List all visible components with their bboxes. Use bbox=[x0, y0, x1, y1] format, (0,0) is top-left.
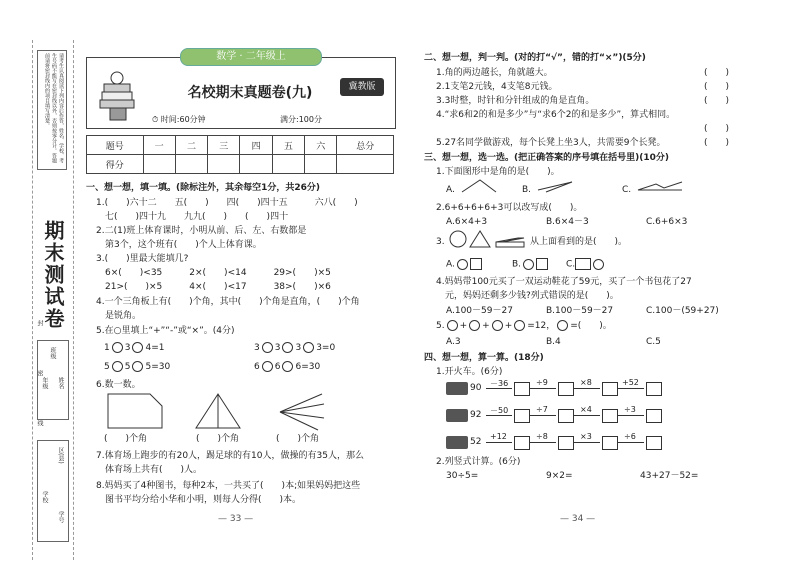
question-5: 5.在○里填上“+”“-”或“×”。(4分) bbox=[96, 326, 235, 336]
answer-paren[interactable]: ( ) bbox=[704, 124, 730, 134]
train-op: +52 bbox=[622, 378, 639, 387]
choice-option[interactable]: A.3 bbox=[446, 337, 461, 347]
train-op: ÷6 bbox=[624, 432, 636, 441]
operator-blank[interactable] bbox=[132, 342, 143, 353]
choice-option[interactable]: B.6×4－3 bbox=[546, 217, 589, 227]
answer-box[interactable] bbox=[558, 382, 574, 396]
train-start: 90 bbox=[470, 383, 482, 393]
answer-box[interactable] bbox=[558, 409, 574, 423]
binding-strip bbox=[32, 40, 74, 560]
train-op: ÷7 bbox=[536, 405, 548, 414]
score-input-cell[interactable] bbox=[305, 155, 337, 174]
ray-figure bbox=[280, 394, 322, 412]
train-op: ÷9 bbox=[536, 378, 548, 387]
train-op: ÷3 bbox=[624, 405, 636, 414]
answer-box[interactable] bbox=[646, 382, 662, 396]
operator-blank[interactable] bbox=[282, 342, 293, 353]
answer-box[interactable] bbox=[514, 409, 530, 423]
question-1a: 1.( )六十二 五( ) 四( )四十五 六八( ) bbox=[96, 198, 358, 208]
answer-paren[interactable]: ( ) bbox=[704, 138, 730, 148]
choice-option[interactable]: C.5 bbox=[646, 337, 661, 347]
operator-blank[interactable] bbox=[112, 361, 123, 372]
q5-expression-3: 5 5 5=30 bbox=[104, 362, 171, 372]
seal-word: 密 bbox=[36, 370, 43, 376]
choice-option[interactable]: B. bbox=[512, 258, 548, 271]
vertical-calc-question: 2.列竖式计算。(6分) bbox=[436, 457, 521, 467]
question-4b: 是锐角。 bbox=[96, 311, 142, 321]
table-cell: 三 bbox=[208, 136, 240, 155]
table-cell: 总分 bbox=[337, 136, 394, 155]
calc-item: 9×2= bbox=[546, 471, 573, 481]
q5-expression-4: 6 6 6=30 bbox=[254, 362, 321, 372]
operator-blank[interactable] bbox=[282, 361, 293, 372]
table-cell: 得分 bbox=[87, 155, 144, 174]
train-op: ÷8 bbox=[536, 432, 548, 441]
choice-option[interactable]: B.4 bbox=[546, 337, 561, 347]
clock-icon: ⏱ bbox=[152, 115, 159, 124]
choice-2: 2.6+6+6+6+3可以改写成( )。 bbox=[436, 203, 583, 213]
train-op: ×4 bbox=[580, 405, 592, 414]
score-table bbox=[86, 135, 394, 174]
question-3b: 21>( )×5 4×( )<17 38>( )×6 bbox=[96, 282, 331, 292]
answer-box[interactable] bbox=[602, 436, 618, 450]
angle-count-label: ( )个角 bbox=[196, 434, 240, 444]
angle-option-c-icon bbox=[636, 178, 686, 194]
choice-4a: 4.妈妈带100元买了一双运动鞋花了59元，买了一个书包花了27 bbox=[436, 277, 692, 287]
question-7a: 7.体育场上跑步的有20人，踢足球的有10人，做操的有35人，那么 bbox=[96, 451, 364, 461]
choice-1: 1.下面图形中是角的是( )。 bbox=[436, 167, 560, 177]
section-2-title: 二、想一想，判一判。(对的打“√”，错的打“×”)(5分) bbox=[424, 53, 646, 63]
exam-time bbox=[152, 114, 206, 125]
field-label: 班级 bbox=[49, 347, 56, 359]
field-label: 年级 bbox=[41, 377, 48, 389]
solids-figure bbox=[448, 228, 528, 250]
answer-box[interactable] bbox=[514, 382, 530, 396]
train-icon bbox=[446, 409, 468, 422]
judge-1: 1.角的两边越长，角就越大。 bbox=[436, 68, 553, 78]
question-8b: 图书平均分给小华和小明，则每人分得( )本。 bbox=[96, 495, 302, 505]
calc-item: 43+27－52= bbox=[640, 471, 699, 481]
seal-word: 封 bbox=[36, 320, 43, 326]
answer-box[interactable] bbox=[602, 382, 618, 396]
question-7b: 体育场上共有( )人。 bbox=[96, 465, 203, 475]
train-row bbox=[446, 407, 666, 423]
binding-title: 期末测试卷 bbox=[41, 220, 65, 330]
choice-3-number: 3. bbox=[436, 237, 445, 247]
score-input-cell[interactable] bbox=[175, 155, 207, 174]
train-question: 1.开火车。(6分) bbox=[436, 367, 503, 377]
score-input-cell[interactable] bbox=[240, 155, 272, 174]
train-op: －50 bbox=[490, 406, 509, 415]
operator-blank[interactable] bbox=[112, 342, 123, 353]
answer-box[interactable] bbox=[514, 436, 530, 450]
train-row bbox=[446, 434, 666, 450]
field-label: 学校 bbox=[41, 491, 48, 503]
question-8a: 8.妈妈买了4种图书，每种2本，一共买了( )本;如果妈妈把这些 bbox=[96, 481, 361, 491]
table-cell: 一 bbox=[143, 136, 175, 155]
student-info-box-upper bbox=[37, 340, 69, 420]
choice-option[interactable]: A.6×4+3 bbox=[446, 217, 488, 227]
choice-option[interactable]: C. bbox=[566, 258, 606, 271]
operator-blank[interactable] bbox=[262, 361, 273, 372]
q5-expression-1: 1 3 4=1 bbox=[104, 343, 165, 353]
time-text: 时间:60分钟 bbox=[160, 115, 206, 124]
train-op: －36 bbox=[490, 379, 509, 388]
train-icon bbox=[446, 382, 468, 395]
choice-5: 5. + + + =12， =( )。 bbox=[436, 321, 612, 331]
choice-option[interactable]: C. bbox=[622, 185, 632, 195]
choice-option[interactable]: B.100－59－27 bbox=[546, 306, 614, 316]
choice-option[interactable]: C.100－(59+27) bbox=[646, 306, 719, 316]
angle-figures bbox=[100, 392, 340, 432]
score-input-cell[interactable] bbox=[208, 155, 240, 174]
page-number-left: — 33 — bbox=[218, 514, 254, 524]
section-4-title: 四、想一想，算一算。(18分) bbox=[424, 353, 544, 363]
score-input-cell[interactable] bbox=[143, 155, 175, 174]
table-cell: 题号 bbox=[87, 136, 144, 155]
table-row bbox=[87, 136, 394, 155]
question-2b: 第3个，这个班有( )个人上体育课。 bbox=[96, 240, 262, 250]
train-icon bbox=[446, 436, 468, 449]
train-op: ×3 bbox=[580, 432, 592, 441]
table-cell: 四 bbox=[240, 136, 272, 155]
answer-box[interactable] bbox=[646, 436, 662, 450]
question-4a: 4.一个三角板上有( )个角，其中( )个角是直角，( )个角 bbox=[96, 297, 360, 307]
angle-count-label: ( )个角 bbox=[276, 434, 320, 444]
judge-3: 3.3时整，时针和分针组成的角是直角。 bbox=[436, 96, 595, 106]
field-label: 区(县) bbox=[57, 447, 64, 464]
train-row bbox=[446, 380, 666, 396]
choice-option[interactable]: B. bbox=[522, 185, 532, 195]
question-1b: 七( )四十九 九九( ) ( )四十 bbox=[96, 212, 289, 222]
seal-word: 线 bbox=[36, 420, 43, 426]
judge-2: 2.1支笔2元钱，4支笔8元钱。 bbox=[436, 82, 558, 92]
operator-blank[interactable] bbox=[303, 342, 314, 353]
choice-4b: 元，妈妈还剩多少钱?列式错误的是( )。 bbox=[436, 291, 619, 301]
choice-option[interactable]: A. bbox=[446, 185, 455, 195]
field-label: 学号 bbox=[57, 511, 64, 523]
answer-box[interactable] bbox=[646, 409, 662, 423]
table-cell: 五 bbox=[272, 136, 304, 155]
answer-paren[interactable]: ( ) bbox=[704, 96, 730, 106]
train-op: ×8 bbox=[580, 378, 592, 387]
question-2a: 2.二(1)班上体育课时，小明从前、后、左、右数都是 bbox=[96, 226, 307, 236]
question-6: 6.数一数。 bbox=[96, 380, 141, 390]
operator-blank[interactable] bbox=[132, 361, 143, 372]
table-row bbox=[87, 155, 394, 174]
q5-expression-2: 3 3 3 3=0 bbox=[254, 343, 336, 353]
calc-item: 30÷5= bbox=[446, 471, 479, 481]
judge-5: 5.27名同学做游戏，每个长凳上坐3人，共需要9个长凳。 bbox=[436, 138, 666, 148]
student-info-box-lower bbox=[37, 440, 69, 542]
pentagon-figure bbox=[108, 394, 162, 428]
subject-tab: 数学 · 二年级上 bbox=[180, 48, 322, 66]
question-3: 3.( )里最大能填几? bbox=[96, 254, 189, 264]
section-1-title: 一、想一想，填一填。(除标注外，其余每空1分，共26分) bbox=[86, 183, 321, 193]
answer-box[interactable] bbox=[602, 409, 618, 423]
choice-option[interactable]: C.6+6×3 bbox=[646, 217, 688, 227]
answer-paren[interactable]: ( ) bbox=[704, 82, 730, 92]
train-op: +12 bbox=[490, 432, 507, 441]
operator-blank[interactable] bbox=[262, 342, 273, 353]
angle-option-a-icon bbox=[460, 178, 500, 194]
score-input-cell[interactable] bbox=[337, 155, 394, 174]
exam-title: 名校期末真题卷(九) bbox=[187, 85, 313, 101]
table-cell: 六 bbox=[305, 136, 337, 155]
train-start: 52 bbox=[470, 437, 482, 447]
exam-notice: 请考生认真阅读下列内容后作答，姓名、学校、考生号码不能写在密封线以外，否则按零分计。答题前请将密封线内的项目填写清楚。 bbox=[37, 50, 67, 170]
table-cell: 二 bbox=[175, 136, 207, 155]
edition-badge: 冀教版 bbox=[340, 78, 384, 96]
choice-option[interactable]: A. bbox=[446, 258, 482, 271]
answer-paren[interactable]: ( ) bbox=[704, 68, 730, 78]
angle-count-label: ( )个角 bbox=[104, 434, 148, 444]
exam-full-score: 满分:100分 bbox=[280, 115, 322, 124]
books-illustration-icon bbox=[96, 70, 140, 122]
angle-option-b-icon bbox=[536, 178, 576, 194]
choice-option[interactable]: A.100－59－27 bbox=[446, 306, 513, 316]
train-start: 92 bbox=[470, 410, 482, 420]
score-input-cell[interactable] bbox=[272, 155, 304, 174]
page-number-right: — 34 — bbox=[560, 514, 596, 524]
question-3a: 6×( )<35 2×( )<14 29>( )×5 bbox=[96, 268, 331, 278]
judge-4: 4.“求6和2的和是多少”与“求6个2的和是多少”，算式相同。 bbox=[436, 110, 676, 120]
section-3-title: 三、想一想，选一选。(把正确答案的序号填在括号里)(10分) bbox=[424, 153, 669, 163]
choice-3: 从上面看到的是( )。 bbox=[530, 237, 628, 247]
answer-box[interactable] bbox=[558, 436, 574, 450]
field-label: 姓名 bbox=[57, 377, 64, 389]
